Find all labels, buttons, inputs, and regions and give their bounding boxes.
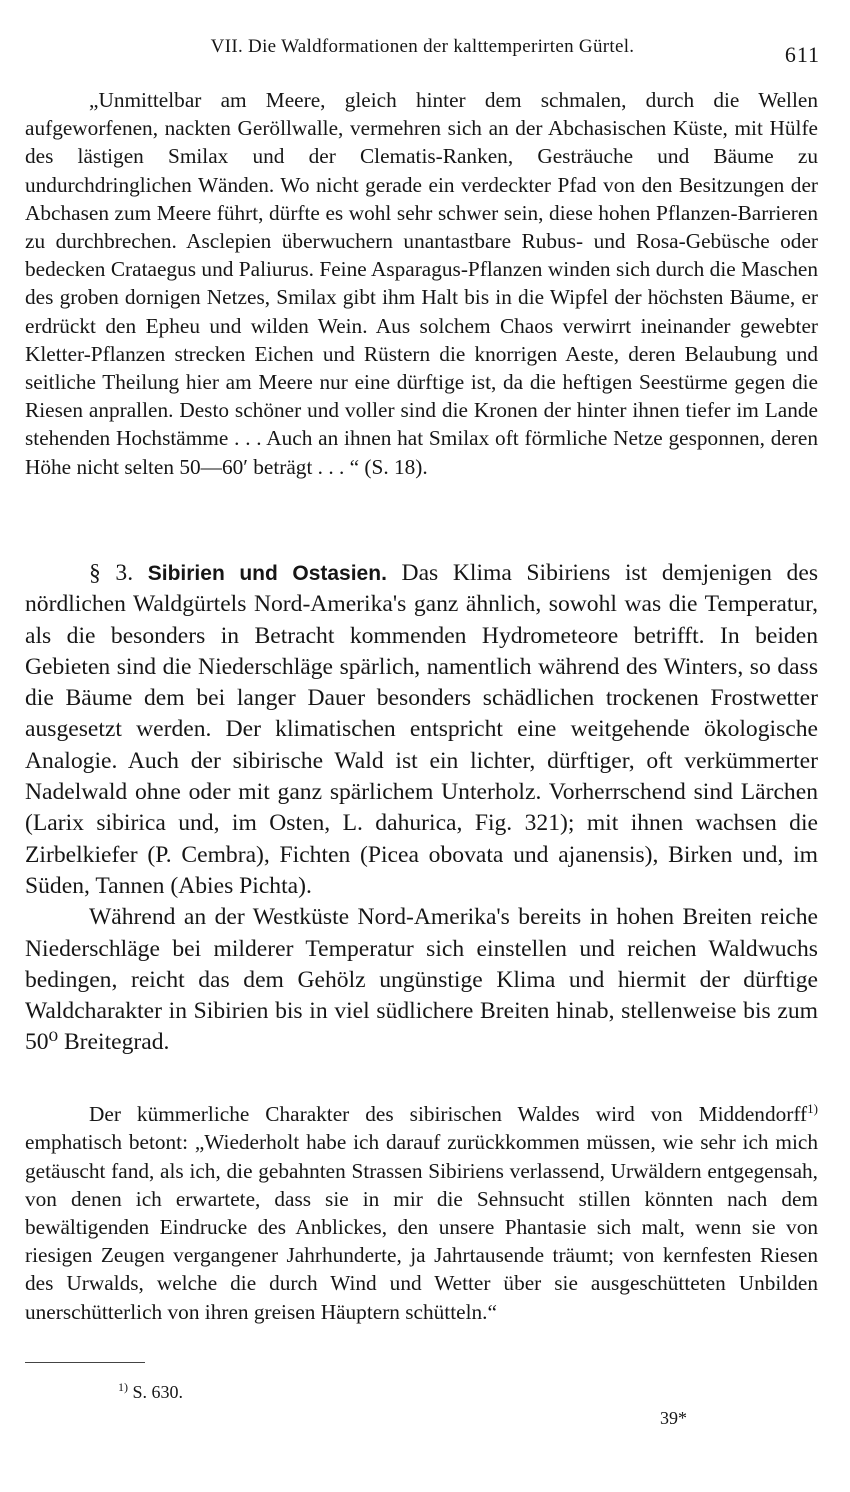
- section-paragraph-2: Während an der Westküste Nord-Amerika's bereits in hohen Breiten reiche Niederschläge bei milderer Temperatur sich einstellen und reichen Waldwuchs bedingen, reicht das dem Gehölz ungünstige Klima und hiermit der dürftige Waldcharakter in Sibirien bis in viel südlichere Breiten hinab, stellenweise bis zum 50⁰ Breitegrad.: [25, 904, 818, 1056]
- printer-signature: 39*: [660, 1408, 687, 1428]
- page-number: 611: [784, 42, 820, 67]
- footnote-rule: [25, 1362, 145, 1363]
- section-paragraph-1-text: Das Klima Sibiriens ist demjenigen des nördlichen Waldgürtels Nord-Amerika's ganz ähnlich, sowohl was die Temperatur, als die besonders in Betracht kommenden Hydrometeore betrifft. In beiden Gebieten sind die Niederschläge spärlich, namentlich während des Winters, so dass die Bäume dem bei langer Dauer besonders schädlichen trockenen Frostwetter ausgesetzt werden. Der klimatischen entspricht eine weitgehende ökologische Analogie. Auch der sibirische Wald ist ein lichter, dürftiger, oft verkümmerter Nadelwald ohne oder mit ganz spärlichem Unterholz. Vorherrschend sind Lärchen (Larix sibirica und, im Osten, L. dahurica, Fig. 321); mit ihnen wachsen die Zirbelkiefer (P. Cembra), Fichten (Picea obovata und ajanensis), Birken und, im Süden, Tannen (Abies Pichta).: [25, 560, 818, 899]
- small-print-block: [25, 1095, 818, 1326]
- page-header: [25, 30, 820, 70]
- section-heading: Sibirien und Ostasien.: [147, 562, 387, 585]
- quote-block: [25, 86, 818, 481]
- footnote: [118, 1380, 183, 1403]
- small-paragraph-rest: emphatisch betont: „Wiederholt habe ich darauf zurückkommen müssen, wie sehr ich mich getäuscht fand, als ich, die gebahnten Strassen Sibiriens verlassend, Urwäldern entgegensah, von denen ich erwartete, dass sie in mir die Sehnsucht stillen könnten nach dem bewältigenden Eindrucke des Anblickes, den unsere Phantasie sich malt, wenn sie von riesigen Zeugen vergangener Jahrhunderte, ja Jahrtausende träumt; von kernfesten Riesen des Urwalds, welche die durch Wind und Wetter über sie ausgeschütteten Unbilden unerschütterlich von ihren greisen Häuptern schütteln.“: [25, 1130, 818, 1324]
- section-block: [25, 558, 818, 1059]
- running-title: VII. Die Waldformationen der kalttemperirten Gürtel.: [210, 36, 635, 57]
- small-paragraph: [25, 1095, 818, 1326]
- small-paragraph-start: Der kümmerliche Charakter des sibirischen Waldes wird von Middendorff: [89, 1102, 808, 1127]
- footnote-reference: 1): [807, 1101, 818, 1116]
- footnote-mark: 1): [118, 1380, 128, 1394]
- section-number: § 3.: [89, 560, 134, 586]
- footnote-text: S. 630.: [128, 1382, 184, 1402]
- section-paragraph-1: [25, 558, 818, 902]
- quote-paragraph: „Unmittelbar am Meere, gleich hinter dem schmalen, durch die Wellen aufgeworfenen, nackten Geröllwalle, vermehren sich an der Abchasischen Küste, mit Hülfe des lästigen Smilax und der Clematis-Ranken, Gesträuche und Bäume zu undurchdringlichen Wänden. Wo nicht gerade ein verdeckter Pfad von den Besitzungen der Abchasen zum Meere führt, dürfte es wohl sehr schwer sein, diese hohen Pflanzen-Barrieren zu durchbrechen. Asclepien überwuchern unantastbare Rubus- und Rosa-Gebüsche oder bedecken Crataegus und Paliurus. Feine Asparagus-Pflanzen winden sich durch die Maschen des groben dornigen Netzes, Smilax gibt ihm Halt bis in die Wipfel der höchsten Bäume, er erdrückt den Epheu und wilden Wein. Aus solchem Chaos verwirrt ineinander gewebter Kletter-Pflanzen strecken Eichen und Rüstern die knorrigen Aeste, deren Belaubung und seitliche Theilung hier am Meere nur eine dürftige ist, da die heftigen Seestürme gegen die Riesen anprallen. Desto schöner und voller sind die Kronen der hinter ihnen tiefer im Lande stehenden Hochstämme . . . Auch an ihnen hat Smilax oft förmliche Netze gesponnen, deren Höhe nicht selten 50—60′ beträgt . . . “ (S. 18).: [25, 88, 818, 479]
